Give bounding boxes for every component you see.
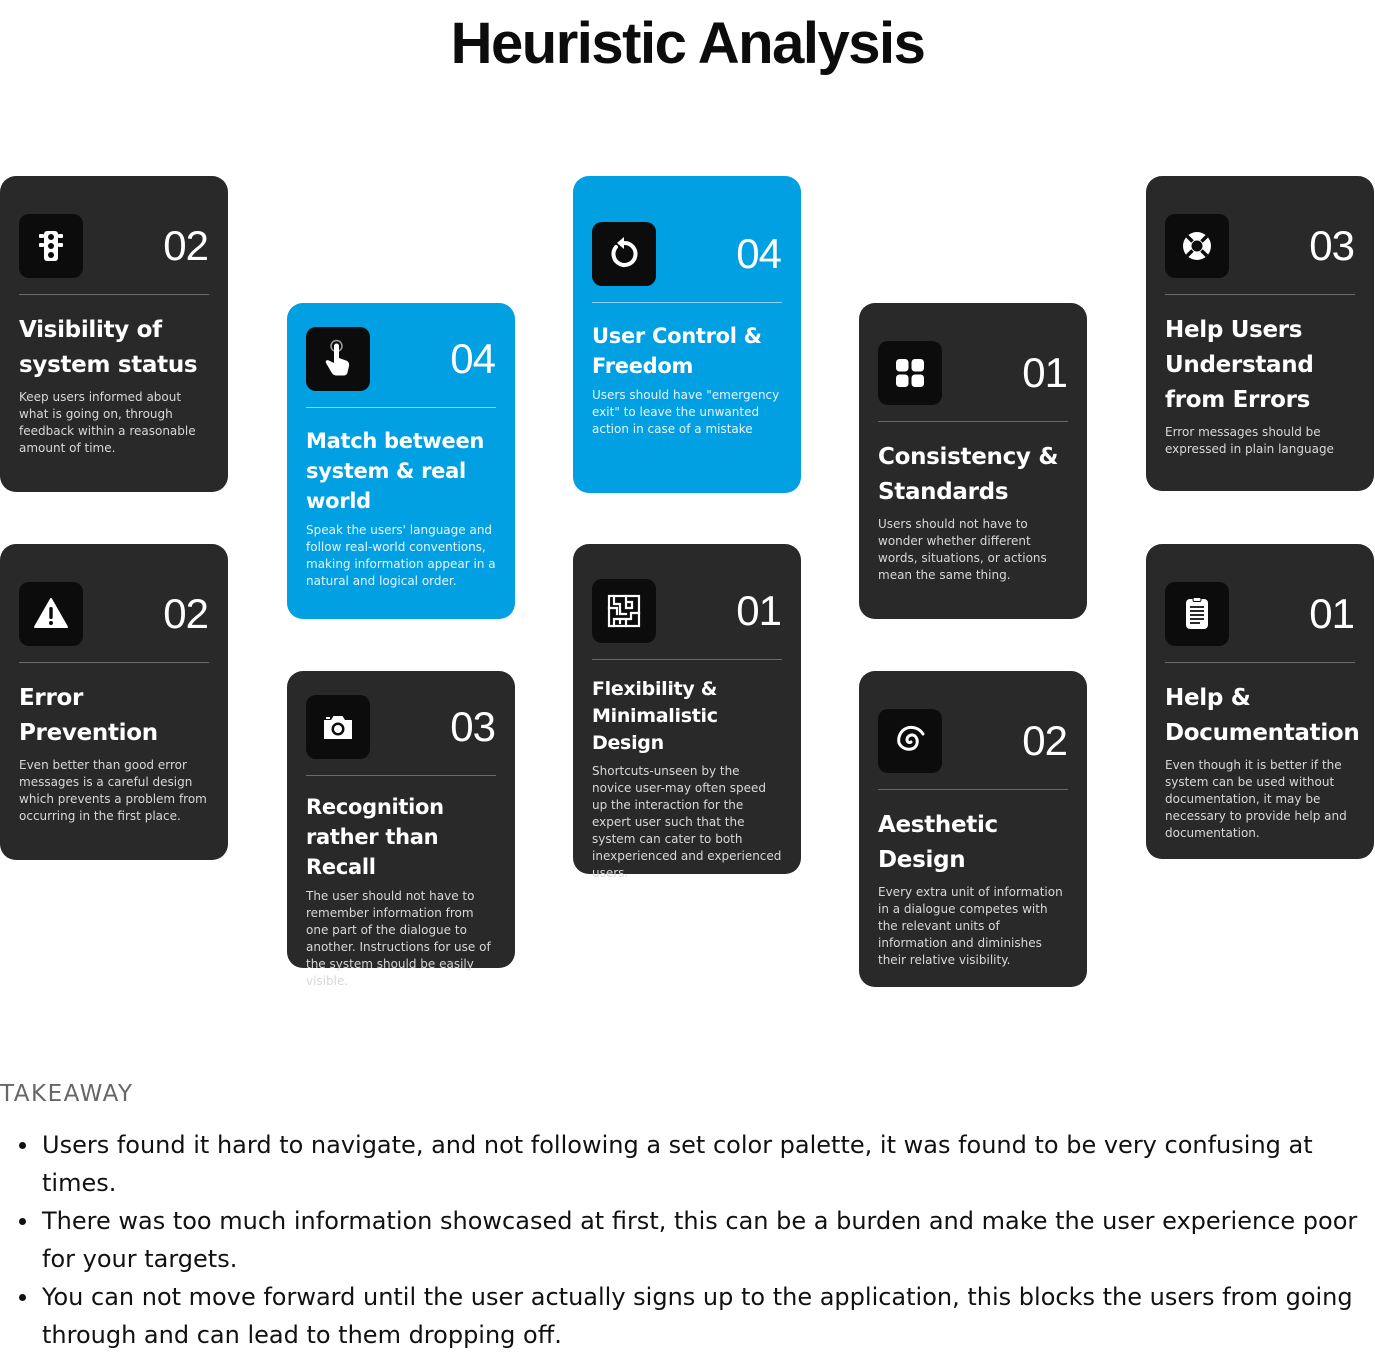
- takeaway-text: There was too much information showcased at first, this can be a burden and make the user experience poor for your targets.: [42, 1207, 1358, 1273]
- card-number: 02: [1022, 717, 1067, 764]
- pointer-hand-icon: [306, 327, 370, 391]
- bullet: [19, 1294, 26, 1301]
- takeaway-label: TAKEAWAY: [0, 1081, 134, 1107]
- divider: [592, 659, 782, 660]
- takeaway-item: [0, 1278, 1375, 1354]
- card-description: Error messages should be expressed in plain language: [1165, 425, 1334, 456]
- card-help-users-understand-from-errors: [1146, 176, 1374, 491]
- divider: [878, 789, 1068, 790]
- card-visibility-of-system-status: [0, 176, 228, 492]
- lifebuoy-icon: [1165, 214, 1229, 278]
- card-title: Recognition rather than Recall: [306, 795, 444, 879]
- divider: [878, 421, 1068, 422]
- card-title: Match between system & real world: [306, 429, 485, 513]
- card-number: 01: [736, 587, 781, 634]
- card-description: Even though it is better if the system can be used without documentation, it may be necessary to provide help and documentation.: [1165, 758, 1347, 840]
- document-icon: [1165, 582, 1229, 646]
- card-recognition-rather-than-recall: [287, 671, 515, 988]
- traffic-light-icon: [19, 214, 83, 278]
- card-number: 02: [163, 222, 208, 269]
- card-number: 03: [1309, 222, 1354, 269]
- divider: [1165, 662, 1355, 663]
- card-user-control-and-freedom: [573, 176, 801, 493]
- takeaway-text: Users found it hard to navigate, and not following a set color palette, it was found to be very confusing at times.: [42, 1131, 1313, 1197]
- card-title: Error Prevention: [19, 685, 158, 746]
- card-title: Visibility of system status: [19, 317, 198, 378]
- bullet: [19, 1142, 26, 1149]
- page-title: Heuristic Analysis: [450, 11, 925, 76]
- warning-icon: [19, 582, 83, 646]
- card-number: 01: [1022, 349, 1067, 396]
- divider: [1165, 294, 1355, 295]
- card-title: Consistency & Standards: [878, 444, 1059, 505]
- grid-icon: [878, 341, 942, 405]
- card-title: Aesthetic Design: [878, 812, 998, 873]
- card-title: Flexibility & Minimalistic Design: [592, 678, 718, 754]
- takeaway-list: [0, 1126, 1375, 1354]
- undo-arrow-icon: [592, 222, 656, 286]
- card-description: Keep users informed about what is going on, through feedback within a reasonable amount of time.: [19, 390, 196, 455]
- card-error-prevention: [0, 544, 228, 860]
- card-number: 04: [736, 230, 781, 277]
- card-description: Users should have "emergency exit" to leave the unwanted action in case of a mistake: [592, 388, 780, 436]
- card-title: User Control & Freedom: [592, 324, 762, 378]
- divider: [306, 775, 496, 776]
- divider: [306, 407, 496, 408]
- card-match-between-system-and-real-world: [287, 303, 515, 619]
- divider: [19, 662, 209, 663]
- camera-icon: [306, 695, 370, 759]
- card-description: Users should not have to wonder whether different words, situations, or actions mean the same thing.: [878, 517, 1047, 582]
- card-flexibility-and-minimalistic-design: [573, 544, 801, 880]
- card-description: The user should not have to remember information from one part of the dialogue to another. Instructions for use of the system should be easily visible.: [306, 889, 491, 988]
- spiral-icon: [878, 709, 942, 773]
- bullet: [19, 1218, 26, 1225]
- card-number: 04: [450, 335, 495, 382]
- card-number: 03: [450, 703, 495, 750]
- takeaway-text: You can not move forward until the user actually signs up to the application, this blocks the users from going through and can lead to them dropping off.: [42, 1283, 1353, 1349]
- card-consistency-and-standards: [859, 303, 1087, 619]
- card-help-and-documentation: [1146, 544, 1374, 859]
- card-number: 02: [163, 590, 208, 637]
- card-description: Speak the users' language and follow real-world conventions, making information appear in a natural and logical order.: [306, 523, 496, 588]
- card-description: Shortcuts-unseen by the novice user-may often speed up the interaction for the expert user such that the system can cater to both inexperienced and experienced users.: [592, 764, 782, 880]
- divider: [19, 294, 209, 295]
- card-description: Even better than good error messages is a careful design which prevents a problem from occurring in the first place.: [19, 758, 207, 823]
- divider: [592, 302, 782, 303]
- card-aesthetic-design: [859, 671, 1087, 987]
- card-description: Every extra unit of information in a dialogue competes with the relevant units of information and diminishes their relative visibility.: [878, 885, 1063, 967]
- maze-icon: [592, 579, 656, 643]
- card-number: 01: [1309, 590, 1354, 637]
- takeaway-item: [0, 1202, 1375, 1278]
- takeaway-item: [0, 1126, 1375, 1202]
- card-title: Help Users Understand from Errors: [1165, 317, 1314, 413]
- card-title: Help & Documentation: [1165, 685, 1360, 746]
